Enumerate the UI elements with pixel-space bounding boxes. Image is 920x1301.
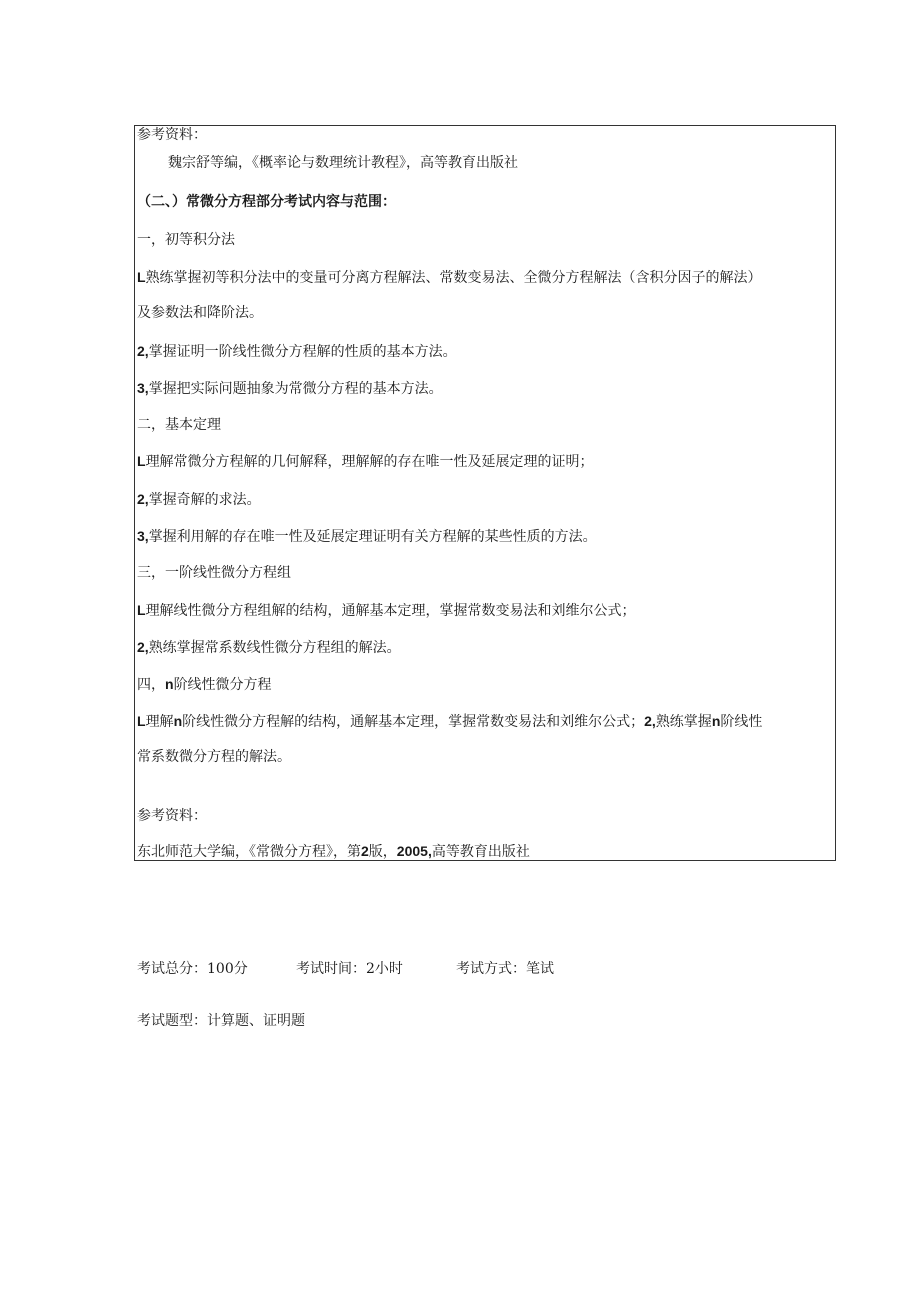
item-prefix: L: [137, 453, 146, 469]
exam-type-value: 计算题、证明题: [207, 1013, 305, 1029]
reference-text: 魏宗舒等编，《概率论与数理统计教程》，高等教育出版社: [168, 155, 518, 171]
reference-label: 参考资料：: [137, 127, 207, 143]
item-prefix: 3,: [137, 380, 149, 396]
item-prefix: L: [137, 713, 146, 729]
part2-item1: [137, 452, 594, 471]
text-seg: 东北师范大学编，《常微分方程》，第: [137, 844, 361, 860]
part1-item2: [137, 342, 457, 361]
item-text: 熟练掌握初等积分法中的变量可分离方程解法、常数变易法、全微分方程解法（含积分因子的解法）: [145, 270, 762, 286]
exam-time: [296, 960, 403, 978]
exam-mode-value: 笔试: [526, 961, 554, 977]
item-prefix: 2,: [137, 491, 149, 507]
exam-type-label: 考试题型：: [137, 1013, 207, 1029]
item-text: 掌握利用解的存在唯一性及延展定理证明有关方程解的某些性质的方法。: [148, 529, 597, 545]
item-text: 掌握证明一阶线性微分方程解的性质的基本方法。: [148, 344, 457, 360]
exam-mode-label: 考试方式：: [456, 961, 526, 977]
part3-item1: [137, 601, 636, 620]
item-text: 熟练掌握常系数线性微分方程组的解法。: [148, 640, 401, 656]
part1-item1-line2: 及参数法和降阶法。: [137, 305, 263, 321]
part2-title: 二，基本定理: [137, 417, 221, 433]
text-seg: 阶线性微分方程解的结构，通解基本定理，掌握常数变易法和刘维尔公式；: [182, 714, 645, 730]
text-seg: 熟练掌握: [655, 714, 712, 730]
text-n: n: [711, 713, 721, 729]
part1-item1-line1: [137, 268, 762, 287]
exam-total: [137, 960, 248, 978]
part4-title: [137, 675, 272, 694]
part2-item2: [137, 490, 261, 509]
item-prefix: 2,: [137, 639, 149, 655]
exam-time-label: 考试时间：: [296, 961, 366, 977]
part1-item3: [137, 379, 443, 398]
exam-mode: [456, 960, 554, 978]
part4-line1: [137, 712, 762, 731]
item-prefix: 2,: [137, 343, 149, 359]
edition-number: 2: [361, 843, 369, 859]
item-text: 掌握奇解的求法。: [148, 492, 261, 508]
item-prefix: L: [137, 269, 146, 285]
year: 2005,: [396, 843, 432, 859]
title-prefix: 四，: [137, 677, 165, 693]
item-prefix: L: [137, 602, 146, 618]
section-heading: （二、）常微分方程部分考试内容与范围：: [137, 194, 396, 210]
part3-item2: [137, 638, 401, 657]
exam-time-value: 2小时: [366, 961, 403, 977]
text-seg: 高等教育出版社: [431, 844, 530, 860]
item-text: 理解线性微分方程组解的结构，通解基本定理，掌握常数变易法和刘维尔公式；: [145, 603, 636, 619]
item-text: 掌握把实际问题抽象为常微分方程的基本方法。: [148, 381, 443, 397]
item-prefix: 2,: [644, 713, 656, 729]
part1-title: 一，初等积分法: [137, 232, 235, 248]
item-text: 理解常微分方程解的几何解释，理解解的存在唯一性及延展定理的证明；: [145, 454, 594, 470]
title-n: n: [165, 676, 174, 692]
reference2-text: [137, 842, 530, 861]
text-seg: 版，: [368, 844, 397, 860]
reference2-label: 参考资料：: [137, 808, 207, 824]
item-prefix: 3,: [137, 528, 149, 544]
part4-line2: 常系数微分方程的解法。: [137, 749, 291, 765]
title-rest: 阶线性微分方程: [173, 677, 272, 693]
part2-item3: [137, 527, 597, 546]
exam-total-label: 考试总分：: [137, 961, 207, 977]
exam-total-value: 100分: [207, 961, 248, 977]
part3-title: 三，一阶线性微分方程组: [137, 565, 291, 581]
exam-type: [137, 1012, 305, 1030]
text-seg: 阶线性: [720, 714, 763, 730]
text-seg: 理解: [145, 714, 174, 730]
text-n: n: [173, 713, 183, 729]
